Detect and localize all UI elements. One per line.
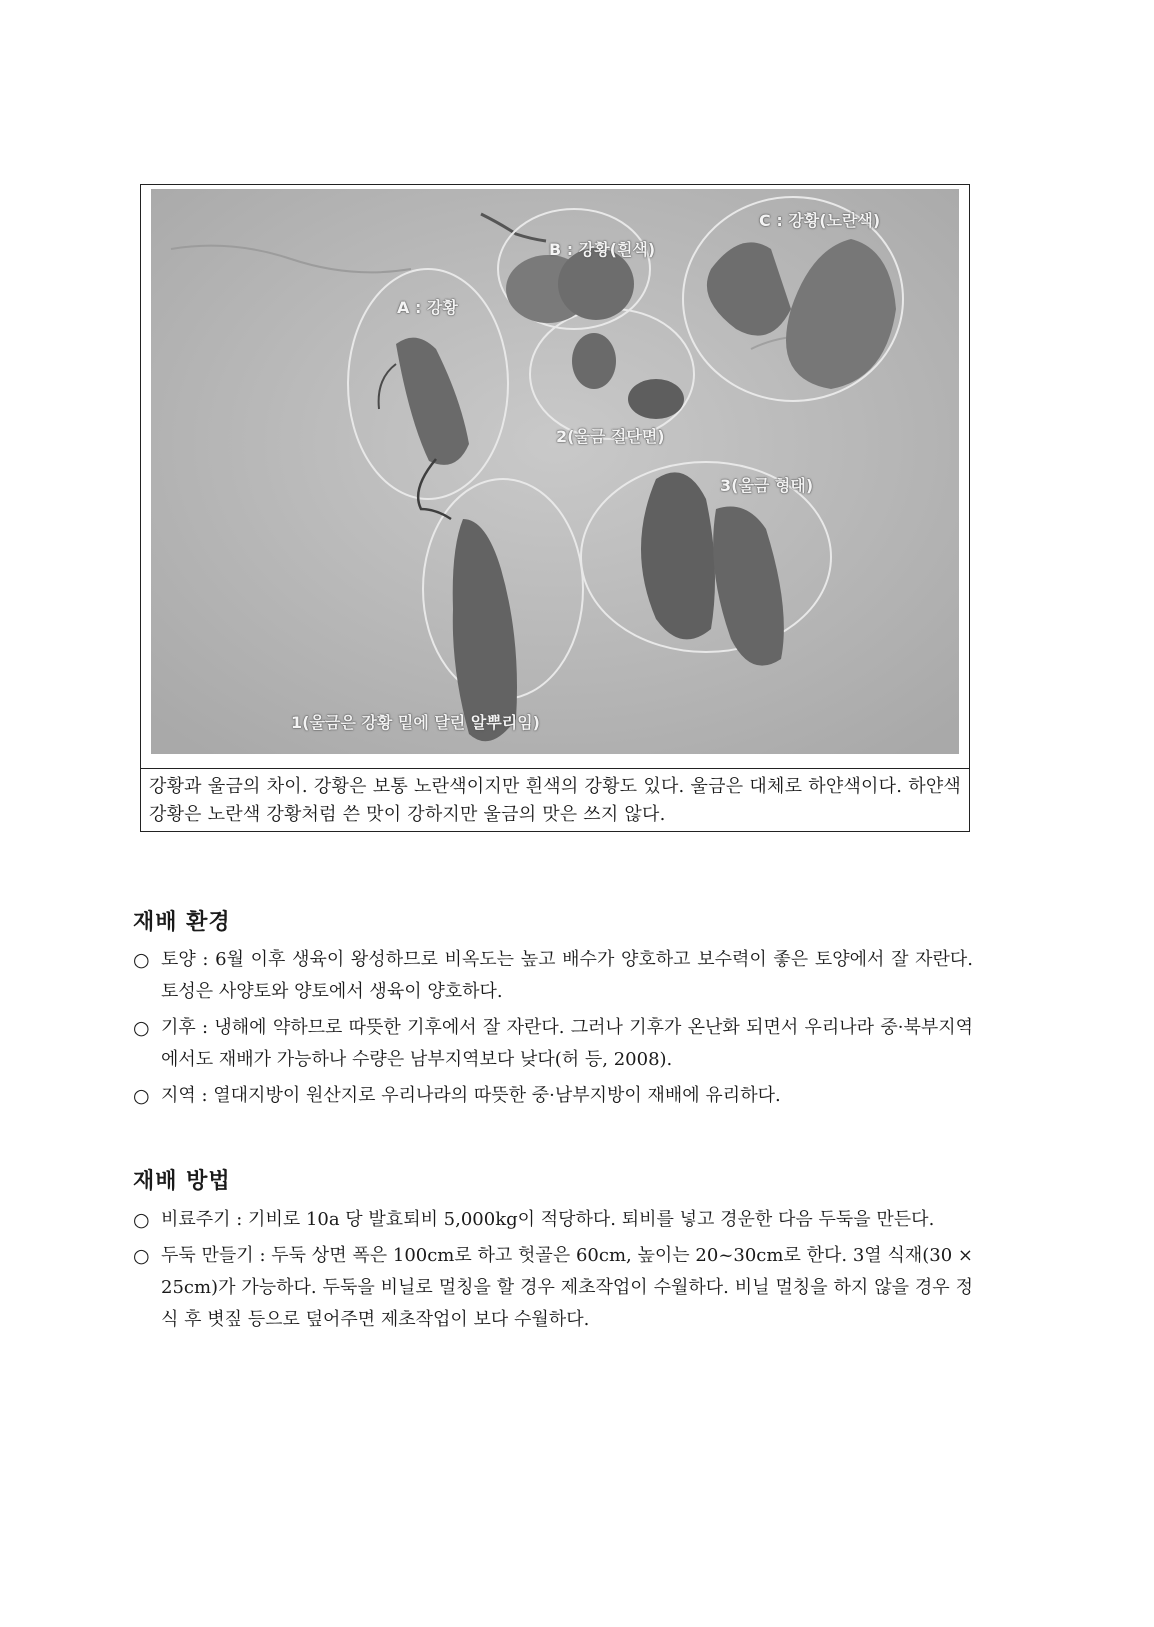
item-text: 두둑 만들기 : 두둑 상면 폭은 100cm로 하고 헛골은 60cm, 높이는 20~30cm로 한다. 3열 식재(30 × 25cm)가 가능하다. 두둑을 비닐로 멀칭을 할 경우 제초작업이 수월하다. 비닐 멀칭을 하지 않을 경우 정식 후 볏짚 등으로 덮어주면 제초작업이 보다 수월하다. <box>161 1245 973 1330</box>
item-text: 지역 : 열대지방이 원산지로 우리나라의 따뜻한 중·남부지방이 재배에 유리하다. <box>161 1085 781 1106</box>
item-text: 토양 : 6월 이후 생육이 왕성하므로 비옥도는 높고 배수가 양호하고 보수력이 좋은 토양에서 잘 자란다. 토성은 사양토와 양토에서 생육이 양호하다. <box>161 949 973 1002</box>
figure-caption: 강황과 울금의 차이. 강황은 보통 노란색이지만 흰색의 강황도 있다. 울금은 대체로 하얀색이다. 하얀색 강황은 노란색 강황처럼 쓴 맛이 강하지만 울금의 맛은 쓰지 않다. <box>141 768 969 832</box>
item-text: 비료주기 : 기비로 10a 당 발효퇴비 5,000kg이 적당하다. 퇴비를 넣고 경운한 다음 두둑을 만든다. <box>161 1209 935 1230</box>
section-title-method: 재배 방법 <box>133 1168 231 1194</box>
circle-bullet-icon: ○ <box>133 1085 150 1107</box>
circle-bullet-icon: ○ <box>133 1245 150 1267</box>
list-item <box>133 1204 973 1236</box>
label-2-cut-surface: 2(울금 절단면) <box>556 427 665 446</box>
item-text: 기후 : 냉해에 약하므로 따뜻한 기후에서 잘 자란다. 그러나 기후가 온난화 되면서 우리나라 중·북부지역에서도 재배가 가능하나 수량은 남부지역보다 낮다(허 등, 2008). <box>161 1017 973 1070</box>
circle-bullet-icon: ○ <box>133 1017 150 1039</box>
method-list <box>133 1204 973 1340</box>
list-item <box>133 1240 973 1336</box>
section-title-environment: 재배 환경 <box>133 909 231 935</box>
list-item <box>133 944 973 1008</box>
label-c-yellow-turmeric: C : 강황(노란색) <box>759 211 881 230</box>
circle-bullet-icon: ○ <box>133 949 150 971</box>
figure-box <box>140 184 970 832</box>
label-1-tuber: 1(울금은 강황 밑에 달린 알뿌리임) <box>291 713 540 732</box>
label-a-turmeric: A : 강황 <box>397 298 458 317</box>
list-item <box>133 1080 973 1112</box>
label-b-white-turmeric: B : 강황(흰색) <box>549 240 656 259</box>
label-3-shape: 3(울금 형태) <box>720 476 814 495</box>
circle-bullet-icon: ○ <box>133 1209 150 1231</box>
photo-illustration <box>151 189 959 754</box>
turmeric-photo <box>151 189 959 754</box>
environment-list <box>133 944 973 1116</box>
list-item <box>133 1012 973 1076</box>
